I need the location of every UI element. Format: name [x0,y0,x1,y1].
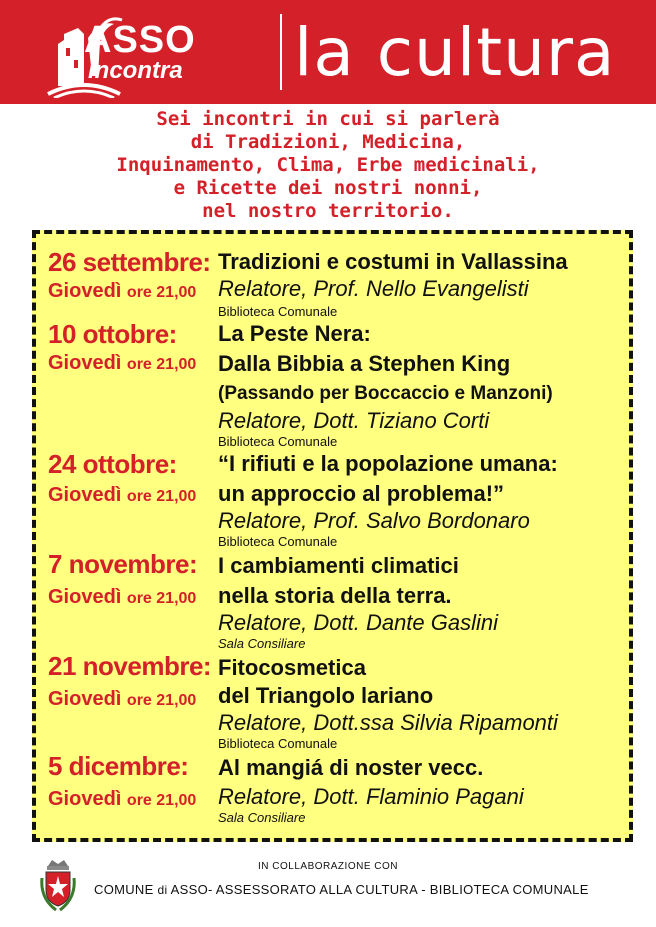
intro-line: Sei incontri in cui si parlerà [156,108,500,130]
event-day [48,352,196,375]
event-title: del Triangolo lariano [218,683,434,708]
header-divider [280,14,282,90]
intro-line: di Tradizioni, Medicina, [190,131,466,153]
intro-line: e Ricette dei nostri nonni, [173,177,483,199]
event-time: ore 21,00 [126,590,197,607]
event-weekday: Giovedì [48,586,122,608]
event-venue: Biblioteca Comunale [218,534,338,549]
event-weekday: Giovedì [48,484,122,506]
collaboration-label: IN COLLABORAZIONE CON [258,861,398,872]
event-speaker: Relatore, Prof. Nello Evangelisti [218,276,529,301]
event-speaker: Relatore, Dott. Tiziano Corti [218,408,490,433]
event-venue: Biblioteca Comunale [218,434,338,449]
event-speaker: Relatore, Dott. Flaminio Pagani [218,784,524,809]
event-venue: Sala Consiliare [218,636,306,651]
event-venue: Biblioteca Comunale [218,304,338,319]
intro-text [0,108,656,223]
event-date: 10 ottobre: [48,319,177,349]
event-title: Al mangiá di noster vecc. [218,755,484,780]
header-banner [0,0,656,104]
event-day [48,484,196,507]
event-venue: Biblioteca Comunale [218,736,338,751]
event-date: 26 settembre: [48,247,211,277]
event-day [48,280,196,303]
event-date: 7 novembre: [48,549,198,579]
org-rest: ASSO- ASSESSORATO ALLA CULTURA - BIBLIOTECA COMUNALE [170,882,589,897]
event-weekday: Giovedì [48,688,122,710]
event-speaker: Relatore, Dott. Dante Gaslini [218,610,499,635]
event-title: “I rifiuti e la popolazione umana: [218,451,558,476]
event-title: Fitocosmetica [218,655,366,680]
event-venue: Sala Consiliare [218,810,306,825]
event-date: 21 novembre: [48,651,212,681]
event-weekday: Giovedì [48,352,122,374]
org-di: di [157,883,168,897]
header-subtitle: la cultura [294,14,616,91]
event-speaker: Relatore, Dott.ssa Silvia Ripamonti [218,710,558,735]
event-weekday: Giovedì [48,280,122,302]
event-time: ore 21,00 [126,488,197,505]
event-title: un approccio al problema!” [218,481,505,506]
event-title: I cambiamenti climatici [218,553,459,578]
intro-line: Inquinamento, Clima, Erbe medicinali, [116,154,540,176]
event-day [48,788,196,811]
event-day [48,586,196,609]
event-title: (Passando per Boccaccio e Manzoni) [218,383,553,404]
event-day [48,688,196,711]
event-time: ore 21,00 [126,356,197,373]
event-title: nella storia della terra. [218,583,452,608]
event-title: Tradizioni e costumi in Vallassina [218,249,568,274]
event-weekday: Giovedì [48,788,122,810]
event-time: ore 21,00 [126,692,197,709]
event-date: 24 ottobre: [48,449,177,479]
org-comune: COMUNE [94,882,154,897]
logo-asso-text: ASSO [84,19,196,61]
logo-incontra-text: incontra [88,57,183,84]
event-date: 5 dicembre: [48,751,189,781]
event-speaker: Relatore, Prof. Salvo Bordonaro [218,508,530,533]
intro-line: nel nostro territorio. [202,200,454,222]
event-time: ore 21,00 [126,792,197,809]
event-title: Dalla Bibbia a Stephen King [218,351,511,376]
event-time: ore 21,00 [126,284,197,301]
event-title: La Peste Nera: [218,321,371,346]
organizers-line [94,882,589,897]
